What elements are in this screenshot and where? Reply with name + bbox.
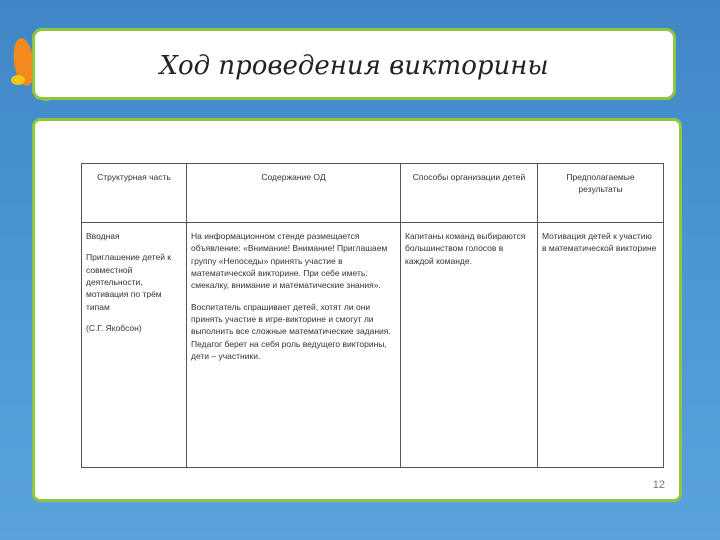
header-content: Содержание ОД bbox=[187, 164, 401, 223]
cell-results bbox=[538, 223, 664, 468]
table-header-row bbox=[82, 164, 664, 223]
cell-methods bbox=[401, 223, 538, 468]
content-box bbox=[32, 118, 682, 502]
methods-text: Капитаны команд выбираются большинством голосов в каждой команде. bbox=[405, 231, 526, 266]
header-structural-part: Структурная часть bbox=[82, 164, 187, 223]
page-number: 12 bbox=[652, 479, 665, 491]
results-text: Мотивация детей к участию в математической викторине bbox=[542, 231, 657, 254]
table-row bbox=[82, 223, 664, 468]
header-methods: Способы организации детей bbox=[401, 164, 538, 223]
structural-stage: Вводная bbox=[86, 231, 120, 241]
cell-structural bbox=[82, 223, 187, 468]
cell-content bbox=[187, 223, 401, 468]
structural-description: Приглашение детей к совместной деятельности, мотивация по трём типам bbox=[86, 252, 172, 312]
header-results: Предполагаемые результаты bbox=[538, 164, 664, 223]
title-box bbox=[32, 28, 676, 100]
quiz-table bbox=[81, 163, 664, 468]
slide-title: Ход проведения викторины bbox=[159, 51, 549, 81]
content-paragraph-2: Воспитатель спрашивает детей, хотят ли они принять участие в игре-викторине и смогут ли выполнить все сложные математические задания. Педагог берет на себя роль ведущего викторины, дети – участники. bbox=[191, 301, 391, 361]
logo-yellow-wing bbox=[11, 75, 25, 85]
structural-author: (С.Г. Якобсон) bbox=[86, 322, 142, 333]
content-paragraph-1: На информационном стенде размещается объявление: «Внимание! Внимание! Приглашаем группу «Непоседы» принять участие в математической викторине. При себе иметь: смекалку, внимание и математические знания». bbox=[191, 231, 388, 291]
